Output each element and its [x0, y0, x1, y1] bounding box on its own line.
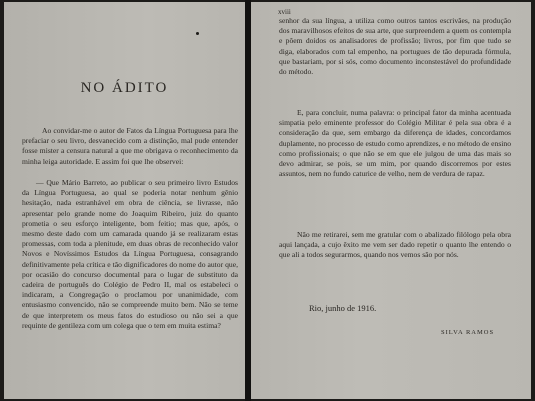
right-paragraph-1: senhor da sua língua, a utiliza como outros tantos escrivães, na produção dos maravilhosos efeitos de sua arte, que surpreendem a quem os contempla e põem doidos os analisadores de profissão; livros, por fim que tudo se diga, elaborados com tal empenho, na portugues de tão depurada fórmula, que bastariam, por si sós, como documento inconstestável do profundidade do método.	[279, 16, 511, 77]
right-paragraph-3: Não me retirarei, sem me gratular com o abalizado filólogo pela obra aqui lançada, a cujo êxito me vem ser dado repetir o quanto lhe entendo o que ali a todos segurarmos, quando nos vemos são por nós.	[279, 230, 511, 260]
date-line: Rio, junho de 1916.	[309, 303, 377, 313]
right-paragraph-2: E, para concluir, numa palavra: o principal fator da minha acentuada simpatia pelo eminente professor do Colégio Militar é pela sua obra é a consideração da que, sem embargo da diferença de idades, concordamos duplamente, no processo de estudo como aprendizes, e no método de ensino como profissionais; o que não se em que ele julgou de uma das mais so devo admirar, se pois, se um mim, por quando discorremos por estes assuntos, nem no fundo caturice de velho, nem de verdura de rapaz.	[279, 108, 511, 179]
left-paragraph-2: — Que Mário Barreto, ao publicar o seu primeiro livro Estudos da Língua Portuguesa, ao qual se poderia notar nenhum gênio hesitação, nada estranhável em obra de ciência, se livrasse, não apresentar pelo grande nome do Joaquim Ribeiro, juiz do quanto prometia o seu esforço inteligente, bom feitio; mas que, após, o mesmo deste dado com um camarada quando já se realizaram estas promessas, com toda a plenitude, em duas obras de reconhecido valor Novos e Novíssimos Estudos da Língua Portuguesa, consagrando definitivamente pela crítica e tão dignificadores do nome do autor que, por ocasião do concurso documental para o lugar de substituto da cadeira de português do Colégio de Pedro II, mal os estabeleci o indicaram, a Congregação o proclamou por unanimidade, com entusiasmo convencido, não se compreende muito bem. Não se teme de que interpretem os meus fatos do estudioso ou não sei a que requinte de gentileza com um colega que o tem em muita estima?	[22, 178, 238, 330]
chapter-title: NO ÁDITO	[80, 80, 169, 96]
left-page	[4, 2, 245, 399]
left-paragraph-1: Ao convidar-me o autor de Fatos da Língua Portuguesa para lhe prefaciar o seu livro, desvanecido com a distinção, mal pude entender fosse mister a censura natural a que me obrigava o reconhecimento da minha leiga autoridade. E assim foi que lhe observei:	[22, 126, 238, 166]
right-page	[251, 2, 531, 399]
author-signature: SILVA RAMOS	[441, 329, 495, 336]
ink-spot	[196, 32, 199, 35]
page-number: xviii	[278, 8, 291, 16]
